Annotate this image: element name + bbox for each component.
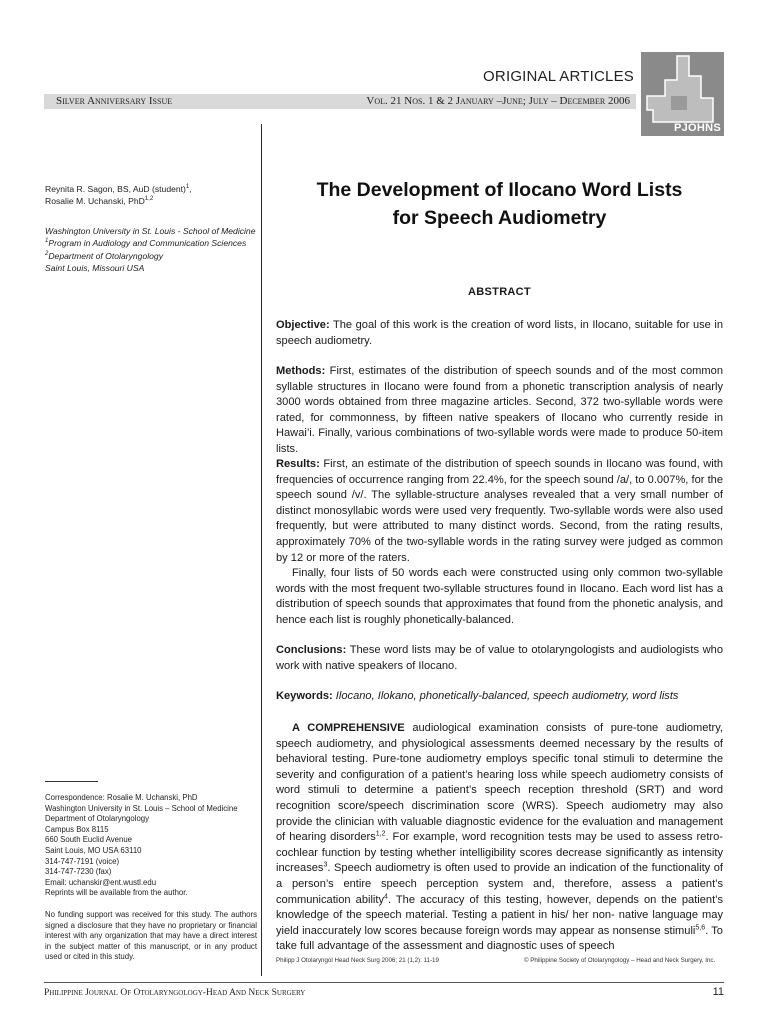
correspondence-line: Reprints will be available from the author. bbox=[45, 888, 188, 898]
correspondence-line: Campus Box 8115 bbox=[45, 824, 109, 834]
footnote-rule bbox=[45, 781, 98, 782]
author-list bbox=[45, 183, 257, 208]
body-paragraph: A COMPREHENSIVE audiological examination consists of pure-tone audiometry, speech audiometry, and physiological assessments deemed necessary by the results of behavioral testing. Pure-tone audiometry employs specific tonal stimuli to determine the severity and configuration of a patient’s hearing loss while speech audiometry consists of word stimuli to determine a patient’s speech reception threshold (SRT) and word recognition score/speech discrimination score (WRS). Speech audiometry may also provide the clinician with valuable diagnostic evidence for the evaluation and management of hearing disorders$^{1,2}$. For example, word recognition tests may be used to assess retro-cochlear function by testing whether intelligibility scores decrease significantly as intensity increases$^3$. Speech audiometry is often used to provide an indication of the functionality of a person’s entire speech perception system and, therefore, assess a patient’s communication ability$^4$. The accuracy of this testing, however, depends on the patient’s knowledge of the speech material. Testing a patient in his/ her non- native language may yield inaccurately low scores because foreign words may appear as nonsense stimuli$^{5,6}$. To take full advantage of the assessment and diagnostic uses of speech bbox=[276, 722, 724, 953]
abstract-heading: ABSTRACT bbox=[468, 286, 531, 298]
correspondence-line: 314-747-7230 (fax) bbox=[45, 867, 112, 877]
abstract-objective: Objective: The goal of this work is the creation of word lists, in Ilocano, suitable for use in speech audiometry. bbox=[276, 319, 723, 347]
abstract-results: Results: First, an estimate of the distribution of speech sounds in Ilocano was found, with frequencies of occurrence ranging from 22.4%, for the speech sound /a/, to 0.007%, for the speech sound /v/. The syllable-structure analyses revealed that a very small number of distinct monosyllabic words were used very frequently. Two-syllable words were also used frequently, but were attributed to many distinct words. Second, from the rating results, approximately 70% of the two-syllable words in the rating survey were judged as common by 12 or more of the raters. bbox=[276, 458, 723, 564]
correspondence-email[interactable]: Email: uchanskir@ent.wustl.edu bbox=[45, 877, 157, 887]
correspondence-line: Washington University in St. Louis – School of Medicine bbox=[45, 803, 238, 813]
issue-label: Silver Anniversary Issue bbox=[56, 95, 173, 107]
affiliation-institution: Washington University in St. Louis - School of Medicine bbox=[45, 226, 256, 236]
author-2: Rosalie M. Uchanski, PhD$^{1,2}$ bbox=[45, 196, 154, 207]
correspondence-line: Saint Louis, MO USA 63110 bbox=[45, 845, 142, 855]
journal-name: Philippine Journal Of Otolaryngology-Head And Neck Surgery bbox=[44, 988, 306, 998]
affiliations bbox=[45, 225, 257, 275]
affiliation-city: Saint Louis, Missouri USA bbox=[45, 263, 145, 274]
volume-label: Vol. 21 Nos. 1 & 2 January –June; July – December 2006 bbox=[366, 95, 630, 107]
column-divider bbox=[261, 124, 262, 976]
abstract-results-continued: Finally, four lists of 50 words each were constructed using only common two-syllable words with the most frequent two-syllable structures found in Ilocano. Each word list has a distribution of speech sounds that approximates that found from the phonetic analysis, and hence each list is roughly phonetically-balanced. bbox=[276, 567, 723, 626]
author-1: Reynita R. Sagon, BS, AuD (student)$^1$, bbox=[45, 184, 192, 194]
copyright-line: © Philippine Society of Otolaryngology – Head and Neck Surgery, Inc. bbox=[524, 957, 716, 964]
abstract-keywords: Keywords: Ilocano, Ilokano, phonetically-balanced, speech audiometry, word lists bbox=[276, 690, 679, 702]
section-label: ORIGINAL ARTICLES bbox=[483, 68, 634, 85]
correspondence-block bbox=[45, 793, 257, 899]
correspondence-line: 660 South Euclid Avenue bbox=[45, 835, 132, 845]
citation-line: Philipp J Otolaryngol Head Neck Surg 2006; 21 (1,2): 11-19 bbox=[276, 957, 439, 964]
title-line: for Speech Audiometry bbox=[392, 207, 607, 229]
funding-disclosure: No funding support was received for this study. The authors signed a disclosure that they have no proprietary or financial interest with any organization that may have a direct interest in the subject matter of this manuscript, or in any product used or cited in this study. bbox=[45, 910, 257, 962]
article-title bbox=[276, 176, 723, 232]
abstract-conclusions: Conclusions: These word lists may be of value to otolaryngologists and audiologists who work with native speakers of Ilocano. bbox=[276, 644, 723, 672]
footer-rule bbox=[44, 982, 724, 983]
page-number: 11 bbox=[712, 986, 724, 998]
logo-text: PJOHNS bbox=[673, 122, 721, 134]
correspondence-line: Department of Otolaryngology bbox=[45, 814, 150, 824]
affiliation-2: $^2$Department of Otolaryngology bbox=[45, 250, 163, 261]
affiliation-1: $^1$Program in Audiology and Communication Sciences bbox=[45, 238, 247, 249]
correspondence-line: 314-747-7191 (voice) bbox=[45, 856, 120, 866]
header-bar bbox=[44, 94, 636, 109]
abstract-methods: Methods: First, estimates of the distribution of speech sounds and of the most common syllable structures in Ilocano were found from a phonetic transcription analysis of nearly 3000 words obtained from three magazine articles. Second, 372 two-syllable words were rated, for commonness, by fifteen native speakers of Ilocano who currently reside in Hawai’i. Finally, various combinations of two-syllable words were made to produce 50-item lists. bbox=[276, 365, 723, 455]
journal-logo bbox=[641, 52, 724, 136]
correspondence-line: Correspondence: Rosalie M. Uchanski, PhD bbox=[45, 793, 198, 802]
title-line: The Development of Ilocano Word Lists bbox=[316, 179, 683, 201]
